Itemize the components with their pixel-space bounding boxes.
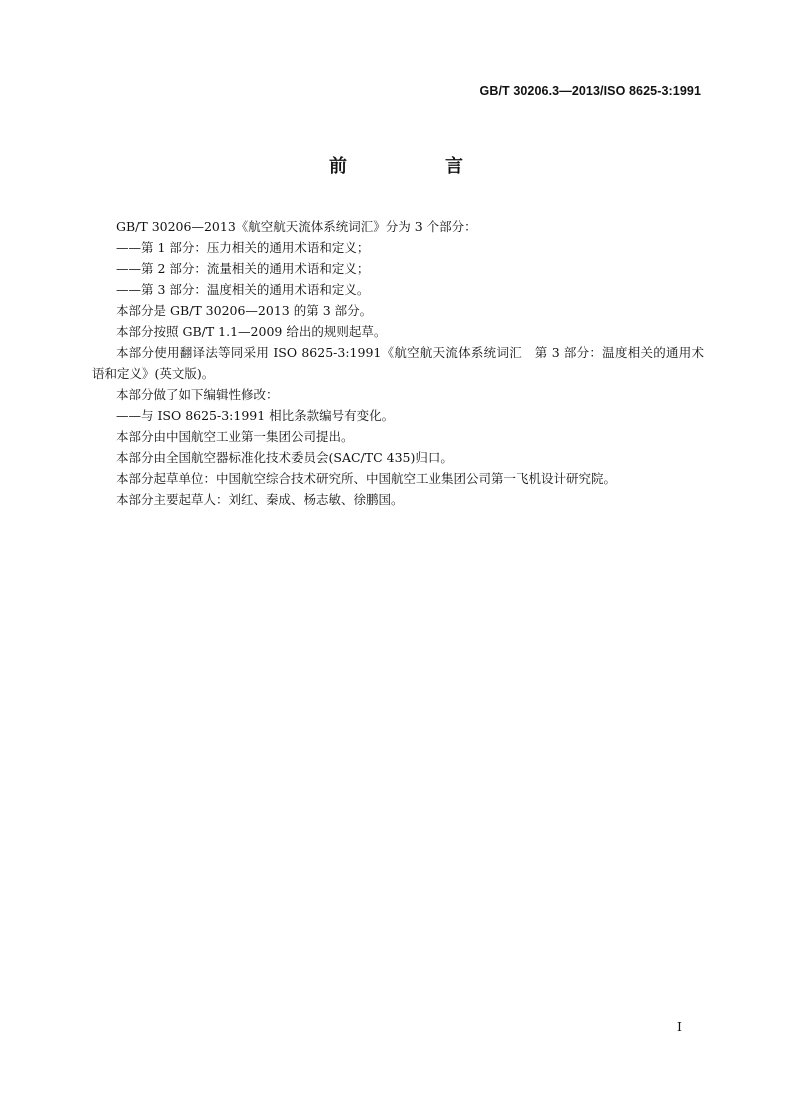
paragraph-iso-adoption: 本部分使用翻译法等同采用 ISO 8625-3:1991《航空航天流体系统词汇 第 3 部分：温度相关的通用术语和定义》(英文版)。 <box>92 345 704 381</box>
paragraph-parts-overview: GB/T 30206—2013《航空航天流体系统词汇》分为 3 个部分： <box>116 219 477 234</box>
list-item-part-3: ——第 3 部分：温度相关的通用术语和定义。 <box>116 282 370 297</box>
list-item-numbering-change: ——与 ISO 8625-3:1991 相比条款编号有变化。 <box>116 408 395 423</box>
paragraph-this-part: 本部分是 GB/T 30206—2013 的第 3 部分。 <box>116 303 373 318</box>
page-number: I <box>677 1019 682 1034</box>
paragraph-editorial-changes: 本部分做了如下编辑性修改： <box>116 387 279 402</box>
paragraph-proposed-by: 本部分由中国航空工业第一集团公司提出。 <box>116 429 354 444</box>
paragraph-under-jurisdiction: 本部分由全国航空器标准化技术委员会(SAC/TC 435)归口。 <box>116 450 453 465</box>
paragraph-drafting-units: 本部分起草单位：中国航空综合技术研究所、中国航空工业集团公司第一飞机设计研究院。 <box>116 471 617 486</box>
foreword-body <box>92 216 704 510</box>
paragraph-drafting-rules: 本部分按照 GB/T 1.1—2009 给出的规则起草。 <box>116 324 387 339</box>
paragraph-drafters: 本部分主要起草人：刘红、秦成、杨志敏、徐鹏国。 <box>116 492 404 507</box>
standard-code-header: GB/T 30206.3—2013/ISO 8625-3:1991 <box>479 84 701 98</box>
list-item-part-2: ——第 2 部分：流量相关的通用术语和定义； <box>116 261 370 276</box>
page-title: 前 言 <box>329 156 503 177</box>
list-item-part-1: ——第 1 部分：压力相关的通用术语和定义； <box>116 240 370 255</box>
